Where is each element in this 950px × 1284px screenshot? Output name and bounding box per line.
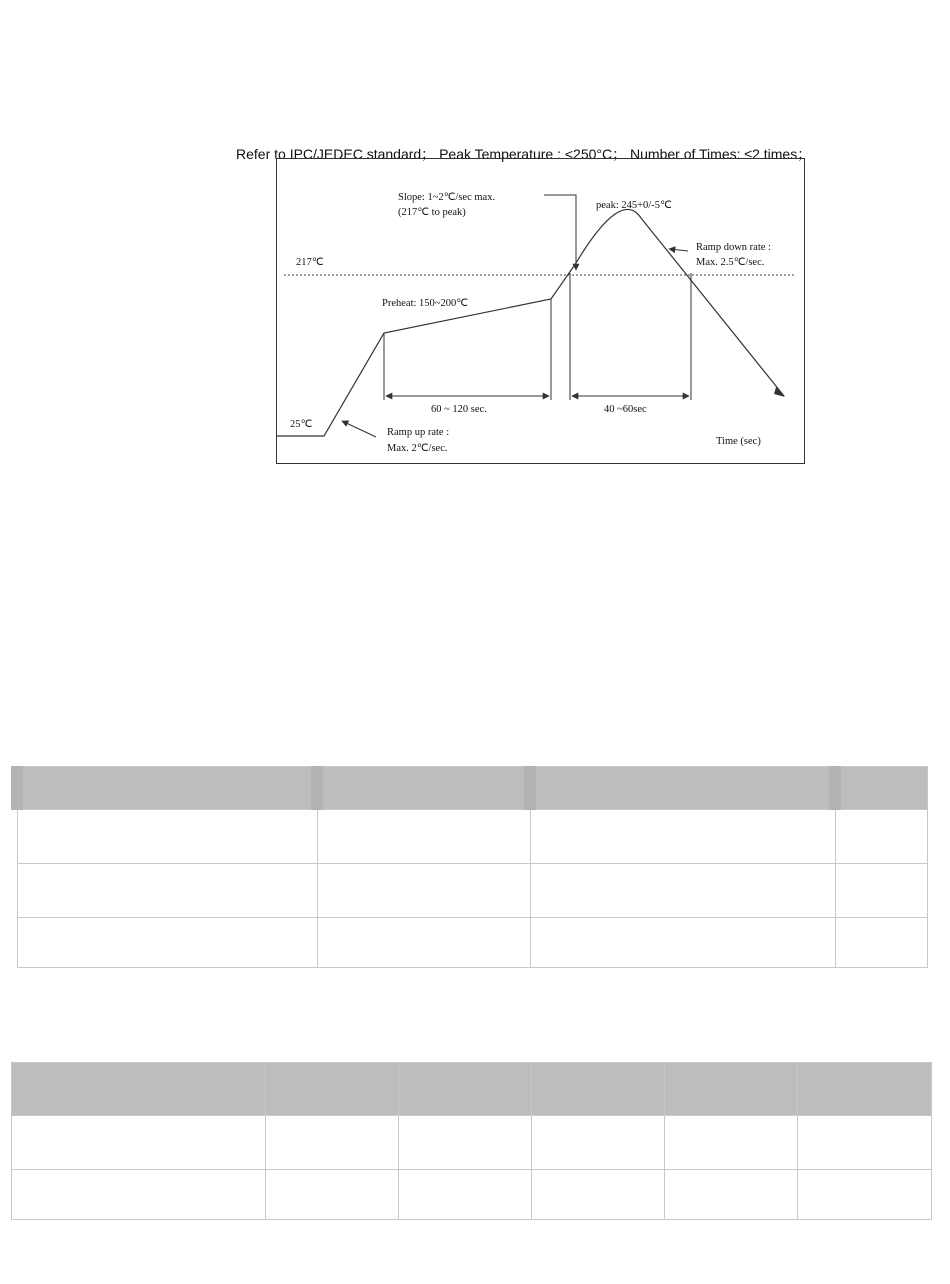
start-temp-label: 25℃	[290, 419, 313, 430]
table-cell	[530, 918, 835, 968]
header-cell	[532, 1063, 665, 1116]
table-2	[11, 1062, 932, 1220]
table-cell	[399, 1170, 532, 1220]
table-cell	[399, 1116, 532, 1170]
table-cell	[12, 1116, 266, 1170]
header-cell	[17, 767, 317, 810]
table-row	[17, 918, 927, 968]
header-cell	[798, 1063, 932, 1116]
preheat-time-label: 60 ~ 120 sec.	[431, 404, 487, 415]
table-cell	[17, 918, 317, 968]
ramp-up-label: Ramp up rate :	[387, 427, 450, 438]
header-cell	[12, 1063, 266, 1116]
header-cell	[266, 1063, 399, 1116]
profile-heading: Refer to IPC/JEDEC standard； Peak Temperature : <250°C； Number of Times: ≤2 times；	[236, 146, 812, 162]
slope-callout-arrow	[544, 195, 576, 270]
liquidus-label: 217℃	[296, 257, 324, 268]
header-cell	[317, 767, 530, 810]
table-cell	[665, 1116, 798, 1170]
table-cell	[317, 864, 530, 918]
table-cell	[12, 1170, 266, 1220]
liquidus-time-label: 40 ~60sec	[604, 404, 647, 415]
table-row	[17, 810, 927, 864]
header-cell	[665, 1063, 798, 1116]
table-cell	[835, 810, 927, 864]
table-cell	[266, 1116, 399, 1170]
header-cell	[530, 767, 835, 810]
peak-label: peak: 245+0/-5℃	[596, 200, 672, 211]
reflow-profile-diagram	[276, 158, 806, 466]
table-cell	[530, 864, 835, 918]
header-cell	[835, 767, 927, 810]
table-row	[12, 1116, 932, 1170]
ramp-up-callout-arrow	[342, 421, 376, 437]
table-cell	[317, 810, 530, 864]
table-cell	[665, 1170, 798, 1220]
diagram-frame	[277, 159, 805, 464]
table-header-row	[17, 767, 927, 810]
table-cell	[530, 810, 835, 864]
table-cell	[835, 864, 927, 918]
ramp-up-value: Max. 2℃/sec.	[387, 443, 448, 454]
table-cell	[798, 1170, 932, 1220]
table-cell	[532, 1170, 665, 1220]
table-row	[17, 864, 927, 918]
table-header-row	[12, 1063, 932, 1116]
header-cell	[399, 1063, 532, 1116]
table-cell	[317, 918, 530, 968]
table-cell	[17, 810, 317, 864]
ramp-down-arrowhead	[774, 387, 785, 397]
ramp-down-label: Ramp down rate :	[696, 242, 771, 253]
slope-label: Slope: 1~2℃/sec max.	[398, 192, 496, 203]
ramp-down-value: Max. 2.5℃/sec.	[696, 257, 765, 268]
time-axis-label: Time (sec)	[716, 436, 761, 447]
table-cell	[17, 864, 317, 918]
preheat-label: Preheat: 150~200℃	[382, 298, 468, 309]
table-1	[11, 766, 928, 968]
table-cell	[532, 1116, 665, 1170]
table-cell	[798, 1116, 932, 1170]
table-cell	[266, 1170, 399, 1220]
table-row	[12, 1170, 932, 1220]
ramp-down-callout-arrow	[669, 249, 688, 251]
slope-label-note: (217℃ to peak)	[398, 207, 466, 218]
table-cell	[835, 918, 927, 968]
